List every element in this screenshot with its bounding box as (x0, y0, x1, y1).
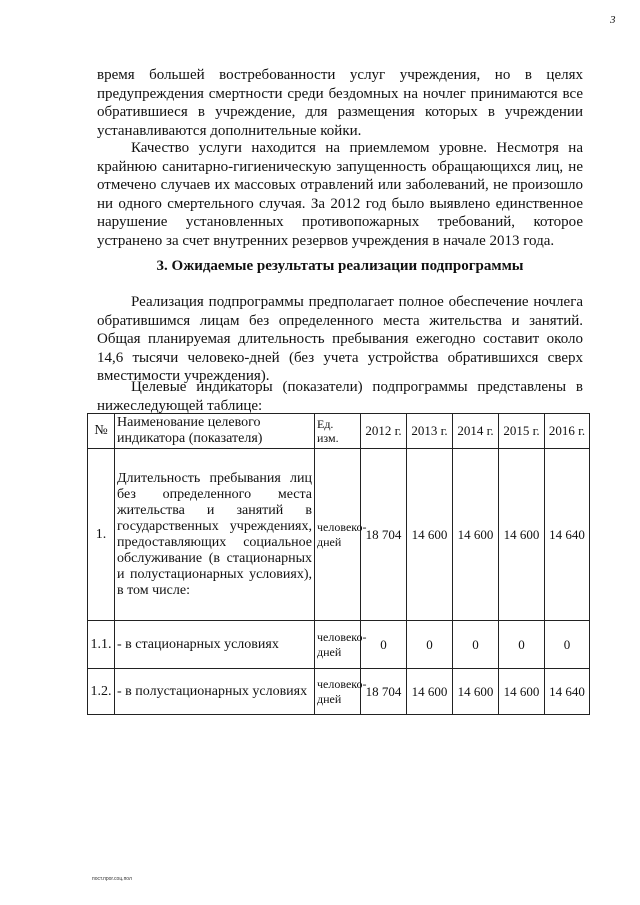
header-name: Наименование целевого индикатора (показателя) (115, 414, 315, 449)
row-1-1-name: - в стационарных условиях (115, 621, 315, 669)
indicators-table (87, 413, 590, 715)
row-1-2-2016: 14 640 (545, 669, 590, 715)
paragraph-2-text: Качество услуги находится на приемлемом уровне. Несмотря на крайнюю санитарно-гигиеническую запущенность обращающихся лиц, не отмечено случаев их массовых отравлений или заболеваний, не произошло ни одного смертельного случая. За 2012 год было выявлено единственное нарушение установленных противопожарных требований, которое устранено за счет внутренних резервов учреждения в начале 2013 года. (97, 140, 583, 249)
paragraph-4 (97, 378, 583, 415)
row-1-1-unit: человеко-дней (315, 621, 361, 669)
row-1-2-2014: 14 600 (453, 669, 499, 715)
page-number: 3 (610, 14, 616, 26)
table-row-1 (88, 449, 590, 621)
footer-note: пост.прог.соц.пол (92, 876, 132, 882)
paragraph-3-text: Реализация подпрограммы предполагает полное обеспечение ночлега обратившимся лицам без определенного места жительства и занятий. Общая планируемая длительность пребывания ежегодно составит около 14,6 тысячи человеко-дней (без учета устройства обратившихся сверх вместимости учреждения). (97, 294, 583, 384)
row-1-2-2015: 14 600 (499, 669, 545, 715)
table-row-1-1 (88, 621, 590, 669)
row-1-1-num: 1.1. (88, 621, 115, 669)
row-1-2-num: 1.2. (88, 669, 115, 715)
header-num: № (88, 414, 115, 449)
header-2014: 2014 г. (453, 414, 499, 449)
row-1-1-2016: 0 (545, 621, 590, 669)
row-1-2014: 14 600 (453, 449, 499, 621)
row-1-2015: 14 600 (499, 449, 545, 621)
row-1-1-2012: 0 (361, 621, 407, 669)
section-heading: 3. Ожидаемые результаты реализации подпрограммы (156, 258, 524, 274)
header-2013: 2013 г. (407, 414, 453, 449)
paragraph-4-text: Целевые индикаторы (показатели) подпрограммы представлены в нижеследующей таблице: (97, 379, 583, 414)
paragraph-3 (97, 293, 583, 386)
paragraph-1-text: время большей востребованности услуг учреждения, но в целях предупреждения смертности среди бездомных на ночлег принимаются все обратившиеся в учреждение, для размещения которых в учреждении устанавливаются дополнительные койки. (97, 67, 583, 139)
row-1-1-2015: 0 (499, 621, 545, 669)
paragraph-1 (97, 66, 583, 140)
row-1-2-name: - в полустационарных условиях (115, 669, 315, 715)
row-1-2016: 14 640 (545, 449, 590, 621)
header-2016: 2016 г. (545, 414, 590, 449)
table-header-row (88, 414, 590, 449)
row-1-2-2012: 18 704 (361, 669, 407, 715)
row-1-1-2013: 0 (407, 621, 453, 669)
row-1-2012: 18 704 (361, 449, 407, 621)
row-1-2013: 14 600 (407, 449, 453, 621)
row-1-unit: человеко-дней (315, 449, 361, 621)
paragraph-2 (97, 139, 583, 250)
header-unit: Ед. изм. (315, 414, 361, 449)
row-1-1-2014: 0 (453, 621, 499, 669)
row-1-2-2013: 14 600 (407, 669, 453, 715)
row-1-2-unit: человеко-дней (315, 669, 361, 715)
row-1-name: Длительность пребывания лиц без определенного места жительства и занятий в государственных учреждениях, предоставляющих социальное обслуживание (в стационарных и полустационарных условиях), в том числе: (115, 449, 315, 621)
header-2012: 2012 г. (361, 414, 407, 449)
header-2015: 2015 г. (499, 414, 545, 449)
row-1-num: 1. (88, 449, 115, 621)
table-row-1-2 (88, 669, 590, 715)
